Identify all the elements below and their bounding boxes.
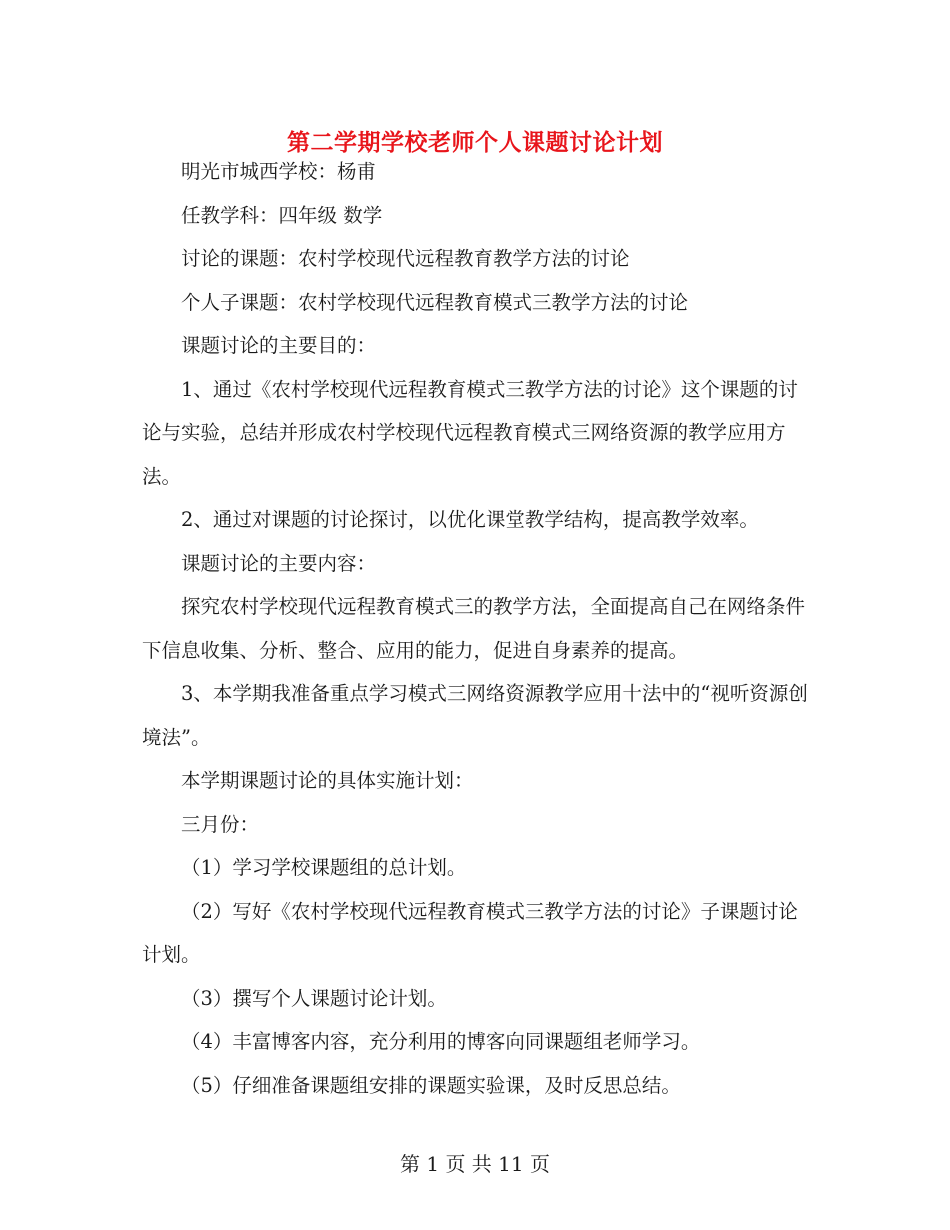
paragraph-content: 探究农村学校现代远程教育模式三的教学方法，全面提高自己在网络条件下信息收集、分析、整合、应用的能力，促进自身素养的提高。 [142,595,806,662]
plan-item-3: （3）撰写个人课题讨论计划。 [181,986,447,1010]
plan-item-1: （1）学习学校课题组的总计划。 [181,856,467,879]
paragraph-purpose-1: 1、通过《农村学校现代远程教育模式三教学方法的讨论》这个课题的讨论与实验，总结并形成农村学校现代远程教育模式三网络资源的教学应用方法。 [142,377,798,488]
heading-plan: 本学期课题讨论的具体实施计划： [181,769,474,792]
plan-item-2: （2）写好《农村学校现代远程教育模式三教学方法的讨论》子课题讨论计划。 [142,899,798,966]
heading-content: 课题讨论的主要内容： [181,551,377,575]
paragraph-purpose-2: 2、通过对课题的讨论探讨，以优化课堂教学结构，提高教学效率。 [181,508,759,531]
paragraph-subject: 任教学科：四年级 数学 [181,203,383,227]
paragraph-item-3: 3、本学期我准备重点学习模式三网络资源教学应用十法中的“视听资源创境法”。 [142,682,808,749]
document-body [142,150,810,1107]
paragraph-sub-topic: 个人子课题：农村学校现代远程教育模式三教学方法的讨论 [181,290,689,314]
heading-purpose: 课题讨论的主要目的： [181,334,377,357]
plan-item-4: （4）丰富博客内容，充分利用的博客向同课题组老师学习。 [181,1030,701,1053]
plan-item-5: （5）仔细准备课题组安排的课题实验课，及时反思总结。 [181,1073,681,1097]
heading-march: 三月份： [181,812,260,836]
page-number-footer: 第 1 页 共 11 页 [400,1152,550,1176]
paragraph-school: 明光市城西学校：杨甫 [181,160,377,183]
paragraph-topic: 讨论的课题：农村学校现代远程教育教学方法的讨论 [181,247,630,270]
document-title: 第二学期学校老师个人课题讨论计划 [287,129,663,157]
